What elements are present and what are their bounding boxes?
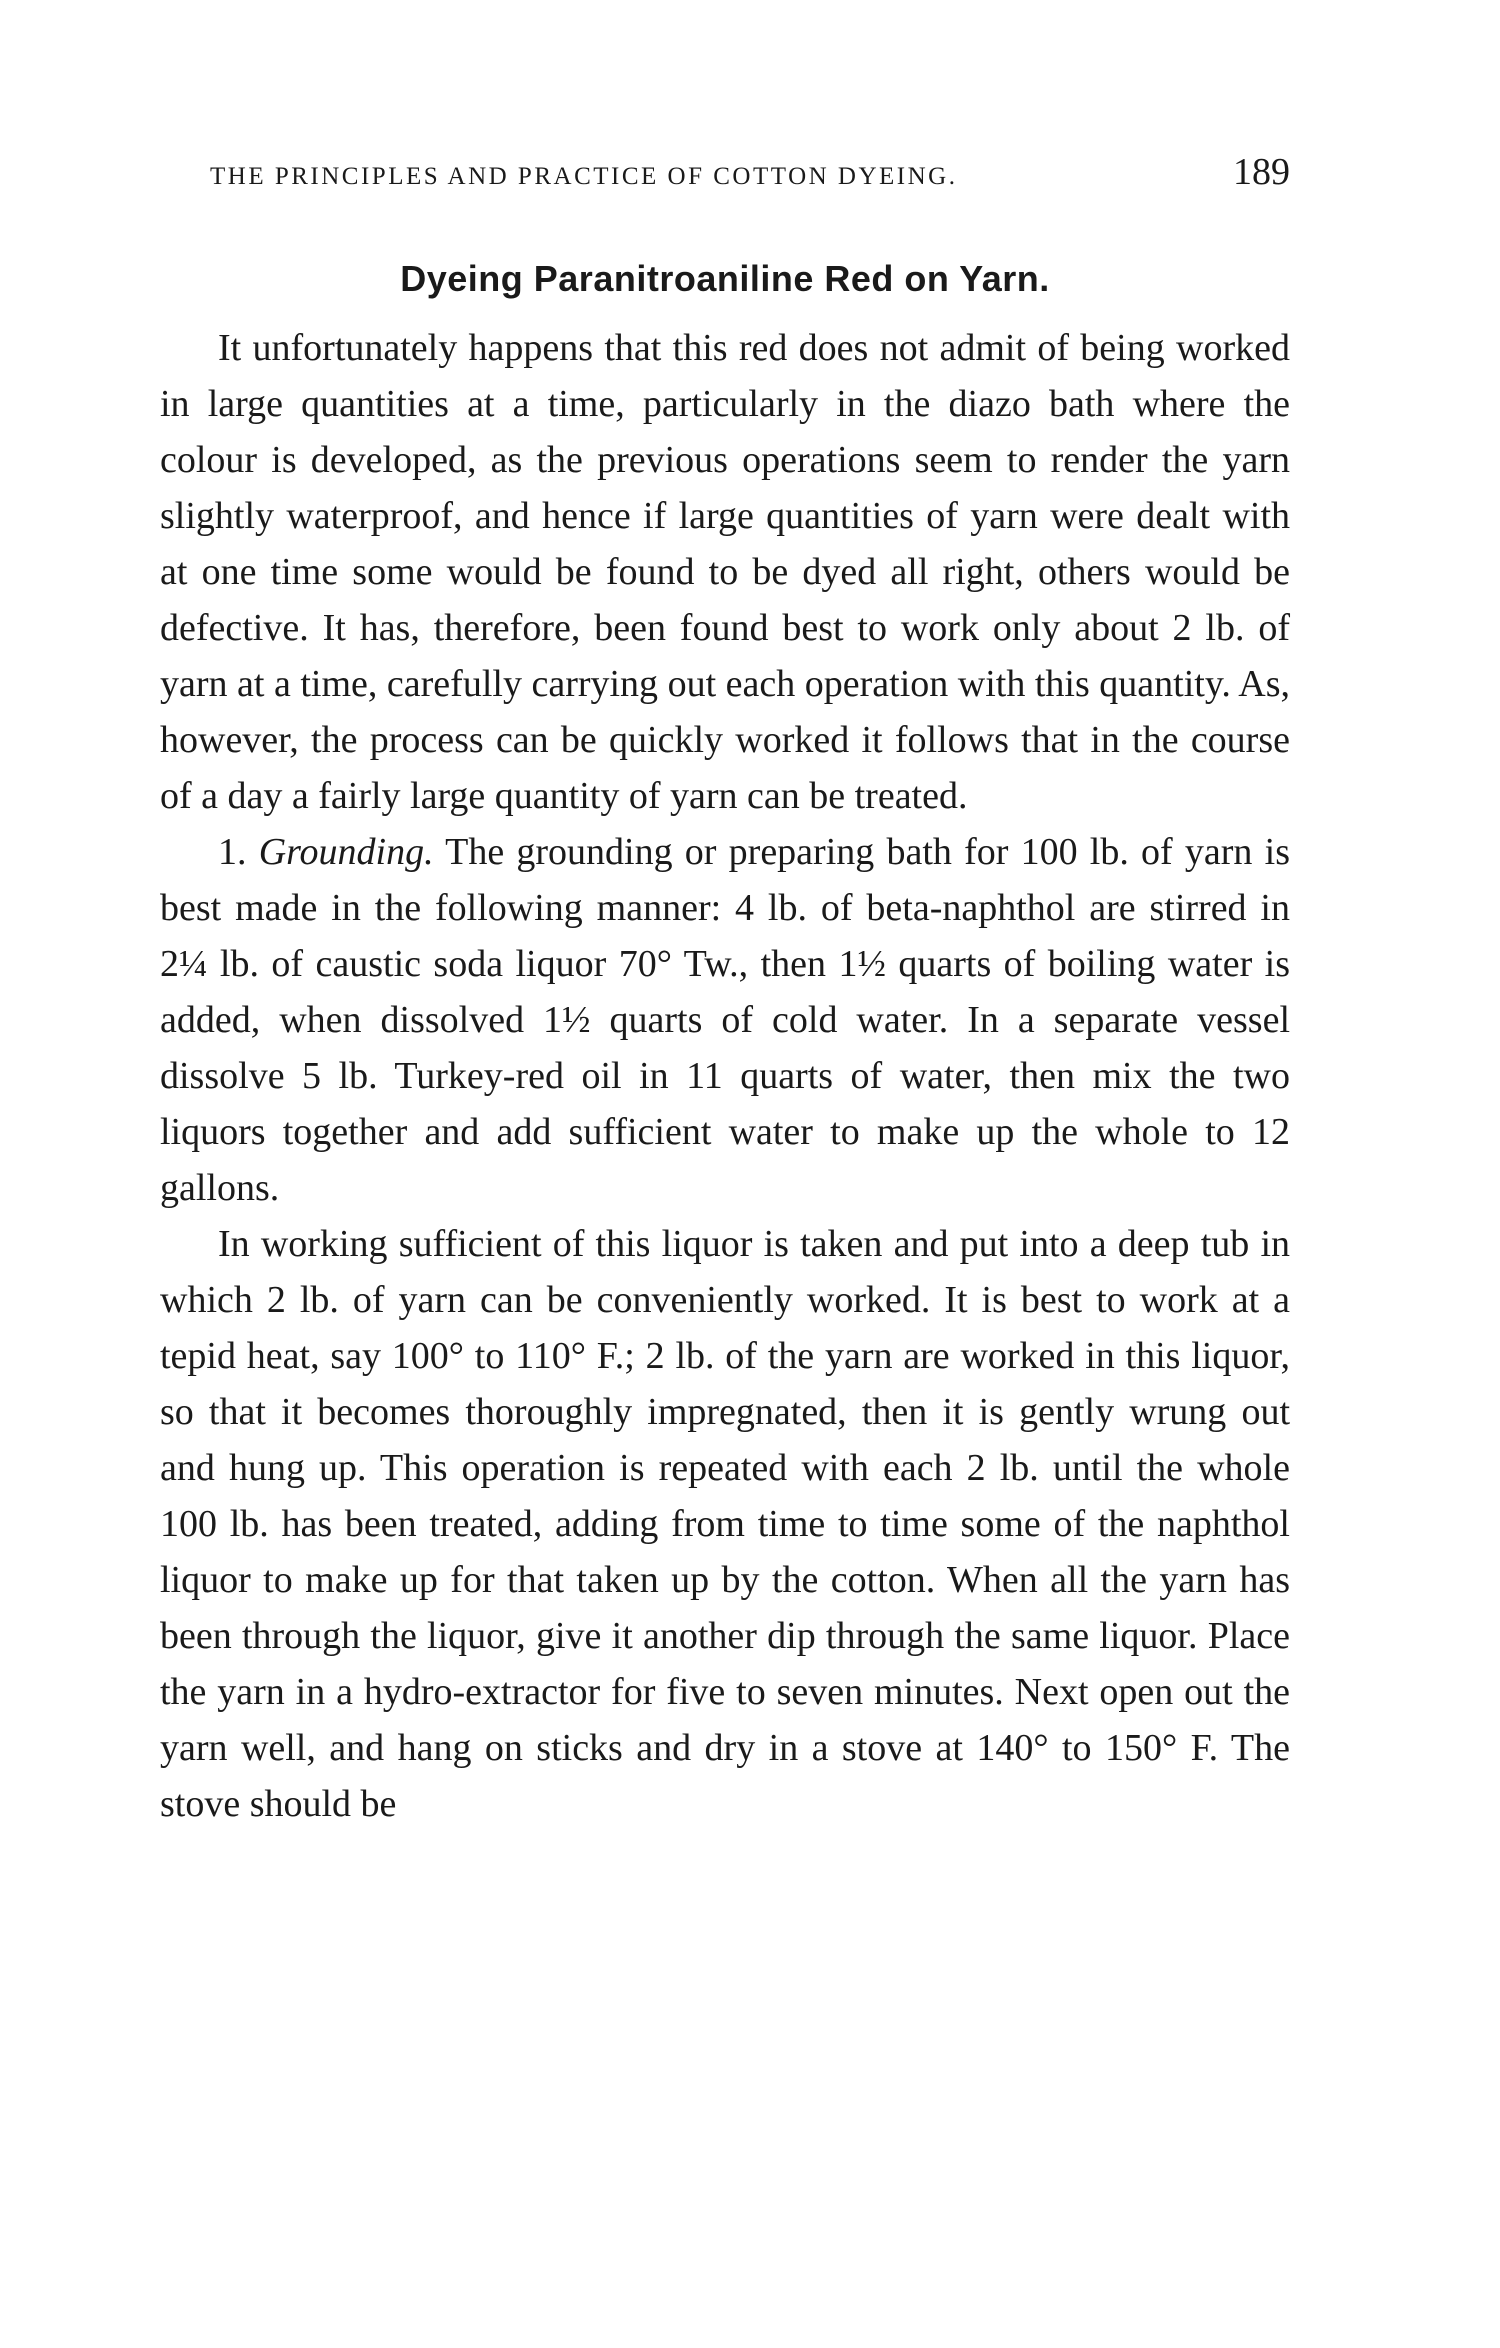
running-header [160, 150, 1290, 210]
book-page [160, 150, 1290, 1832]
paragraph-text: It unfortunately happens that this red does not admit of being worked in large quantities at a time, particularly in the diazo bath where the colour is developed, as the previous operations seem to render the yarn slightly waterproof, and hence if large quantities of yarn were dealt with at one time some would be found to be dyed all right, others would be defective. It has, therefore, been found best to work only about 2 lb. of yarn at a time, carefully carrying out each operation with this quantity. As, however, the process can be quickly worked it follows that in the course of a day a fairly large quantity of yarn can be treated. [160, 327, 1290, 817]
paragraph-intro [160, 320, 1290, 824]
running-title: THE PRINCIPLES AND PRACTICE OF COTTON DYEING. [210, 163, 958, 190]
paragraph-working [160, 1216, 1290, 1832]
item-number: 1. [218, 831, 247, 873]
paragraph-text: In working sufficient of this liquor is taken and put into a deep tub in which 2 lb. of yarn can be conveniently worked. It is best to work at a tepid heat, say 100° to 110° F.; 2 lb. of the yarn are worked in this liquor, so that it becomes thoroughly impregnated, then it is gently wrung out and hung up. This operation is repeated with each 2 lb. until the whole 100 lb. has been treated, adding from time to time some of the naphthol liquor to make up for that taken up by the cotton. When all the yarn has been through the liquor, give it another dip through the same liquor. Place the yarn in a hydro-extractor for five to seven minutes. Next open out the yarn well, and hang on sticks and dry in a stove at 140° to 150° F. The stove should be [160, 1223, 1290, 1825]
paragraph-grounding [160, 824, 1290, 1216]
page-number: 189 [1233, 151, 1290, 193]
paragraph-text: The grounding or preparing bath for 100 lb. of yarn is best made in the following manner: 4 lb. of beta-naphthol are stirred in 2¼ lb. of caustic soda liquor 70° Tw., then 1½ quarts of boiling water is added, when dissolved 1½ quarts of cold water. In a separate vessel dissolve 5 lb. Turkey-red oil in 11 quarts of water, then mix the two liquors together and add sufficient water to make up the whole to 12 gallons. [160, 831, 1290, 1209]
section-title: Dyeing Paranitroaniline Red on Yarn. [400, 258, 1050, 299]
item-title: Grounding. [258, 831, 434, 873]
